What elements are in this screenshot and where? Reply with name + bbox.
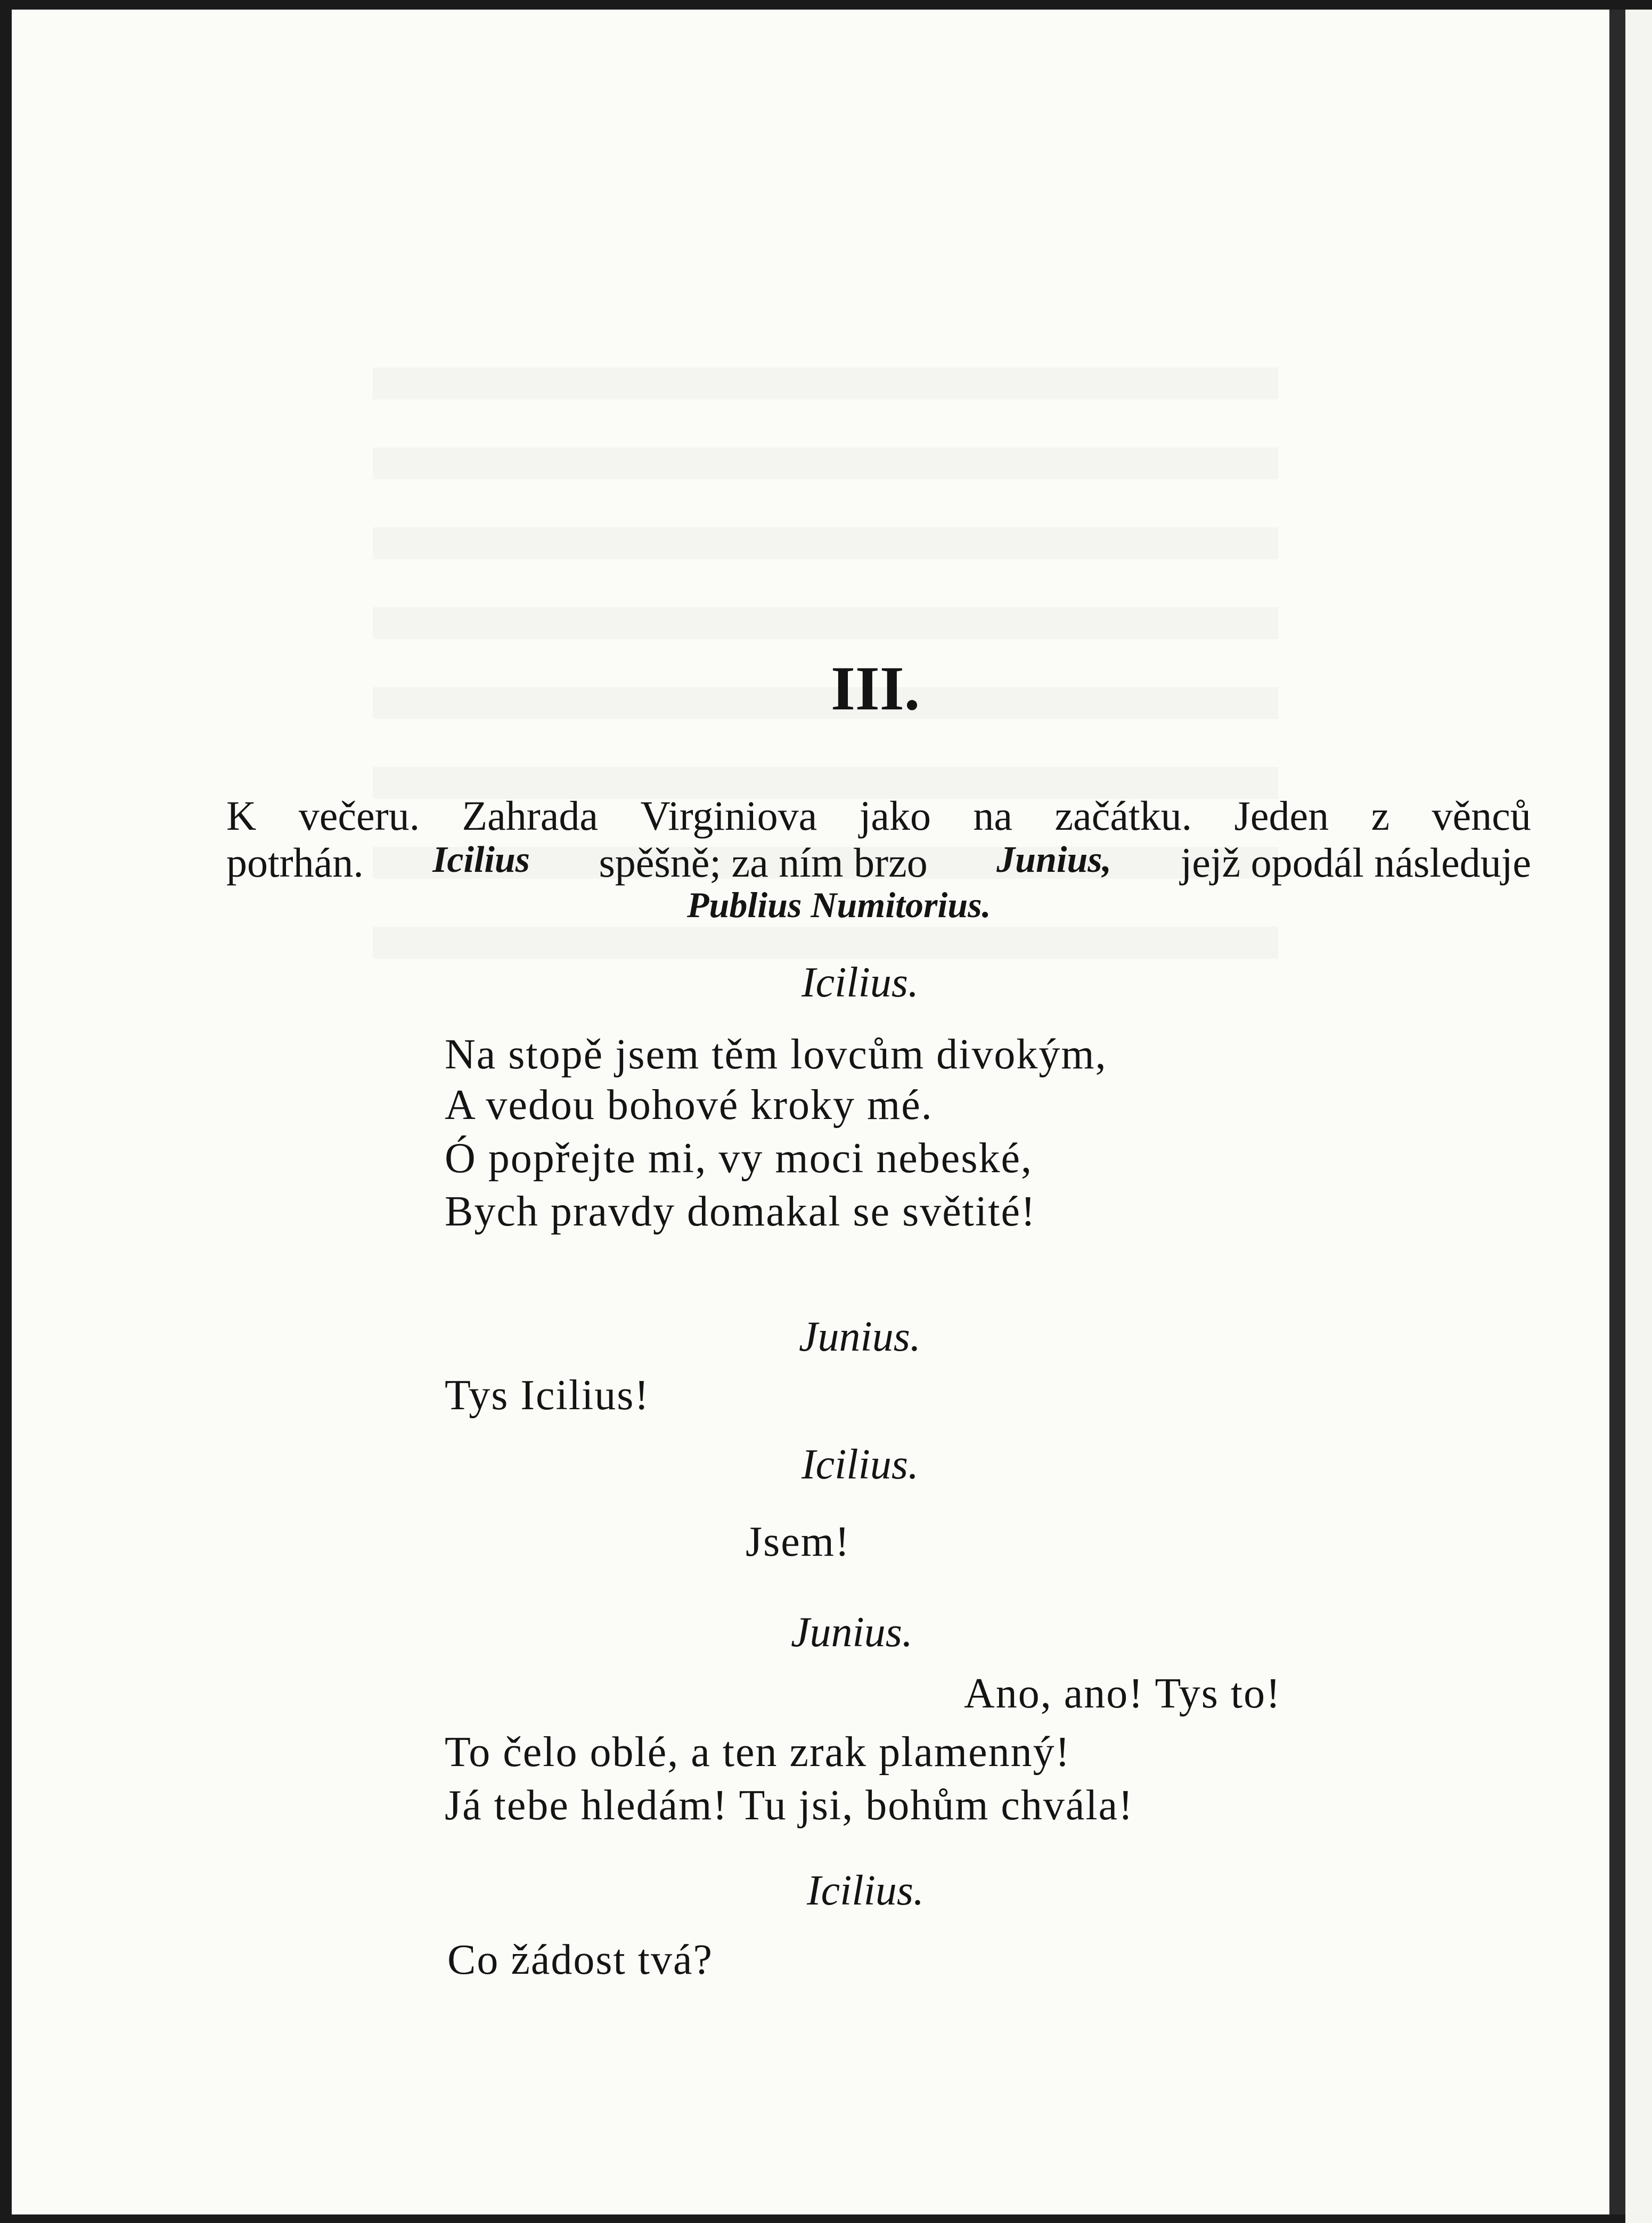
- verse-line: Na stopě jsem těm lovcům divokým,: [445, 1031, 1107, 1078]
- speaker-name: Junius.: [799, 1313, 921, 1360]
- stage-direction-line-3: Publius Numitorius.: [687, 885, 991, 925]
- speaker-name: Icilius.: [802, 959, 919, 1006]
- verse-line: Co žádost tvá?: [447, 1936, 713, 1983]
- verse-line: Ano, ano! Tys to!: [964, 1670, 1281, 1717]
- verse-line: Já tebe hledám! Tu jsi, bohům chvála!: [445, 1782, 1134, 1829]
- verse-line: To čelo oblé, a ten zrak plamenný!: [445, 1729, 1071, 1776]
- character-name: Icilius: [432, 839, 530, 880]
- stage-direction-line-2: potrhán. Icilius spěšně; za ním brzo Junius, jejž opodál následuje: [226, 839, 1531, 886]
- verse-line: Bych pravdy domakal se světité!: [445, 1188, 1036, 1235]
- speaker-name: Icilius.: [807, 1867, 924, 1914]
- speaker-name: Junius.: [791, 1609, 913, 1656]
- verse-line: Tys Icilius!: [445, 1372, 650, 1419]
- stage-direction-line-1: K večeru. Zahrada Virginiova jako na začátku. Jeden z věnců: [226, 792, 1531, 839]
- verse-line: Jsem!: [746, 1518, 850, 1565]
- page-edge: [1625, 10, 1652, 2223]
- scene-heading: III.: [831, 653, 920, 723]
- verse-line: Ó popřejte mi, vy moci nebeské,: [445, 1135, 1033, 1182]
- character-name: Junius,: [996, 839, 1112, 880]
- speaker-name: Icilius.: [802, 1441, 919, 1488]
- verse-line: A vedou bohové kroky mé.: [445, 1082, 933, 1129]
